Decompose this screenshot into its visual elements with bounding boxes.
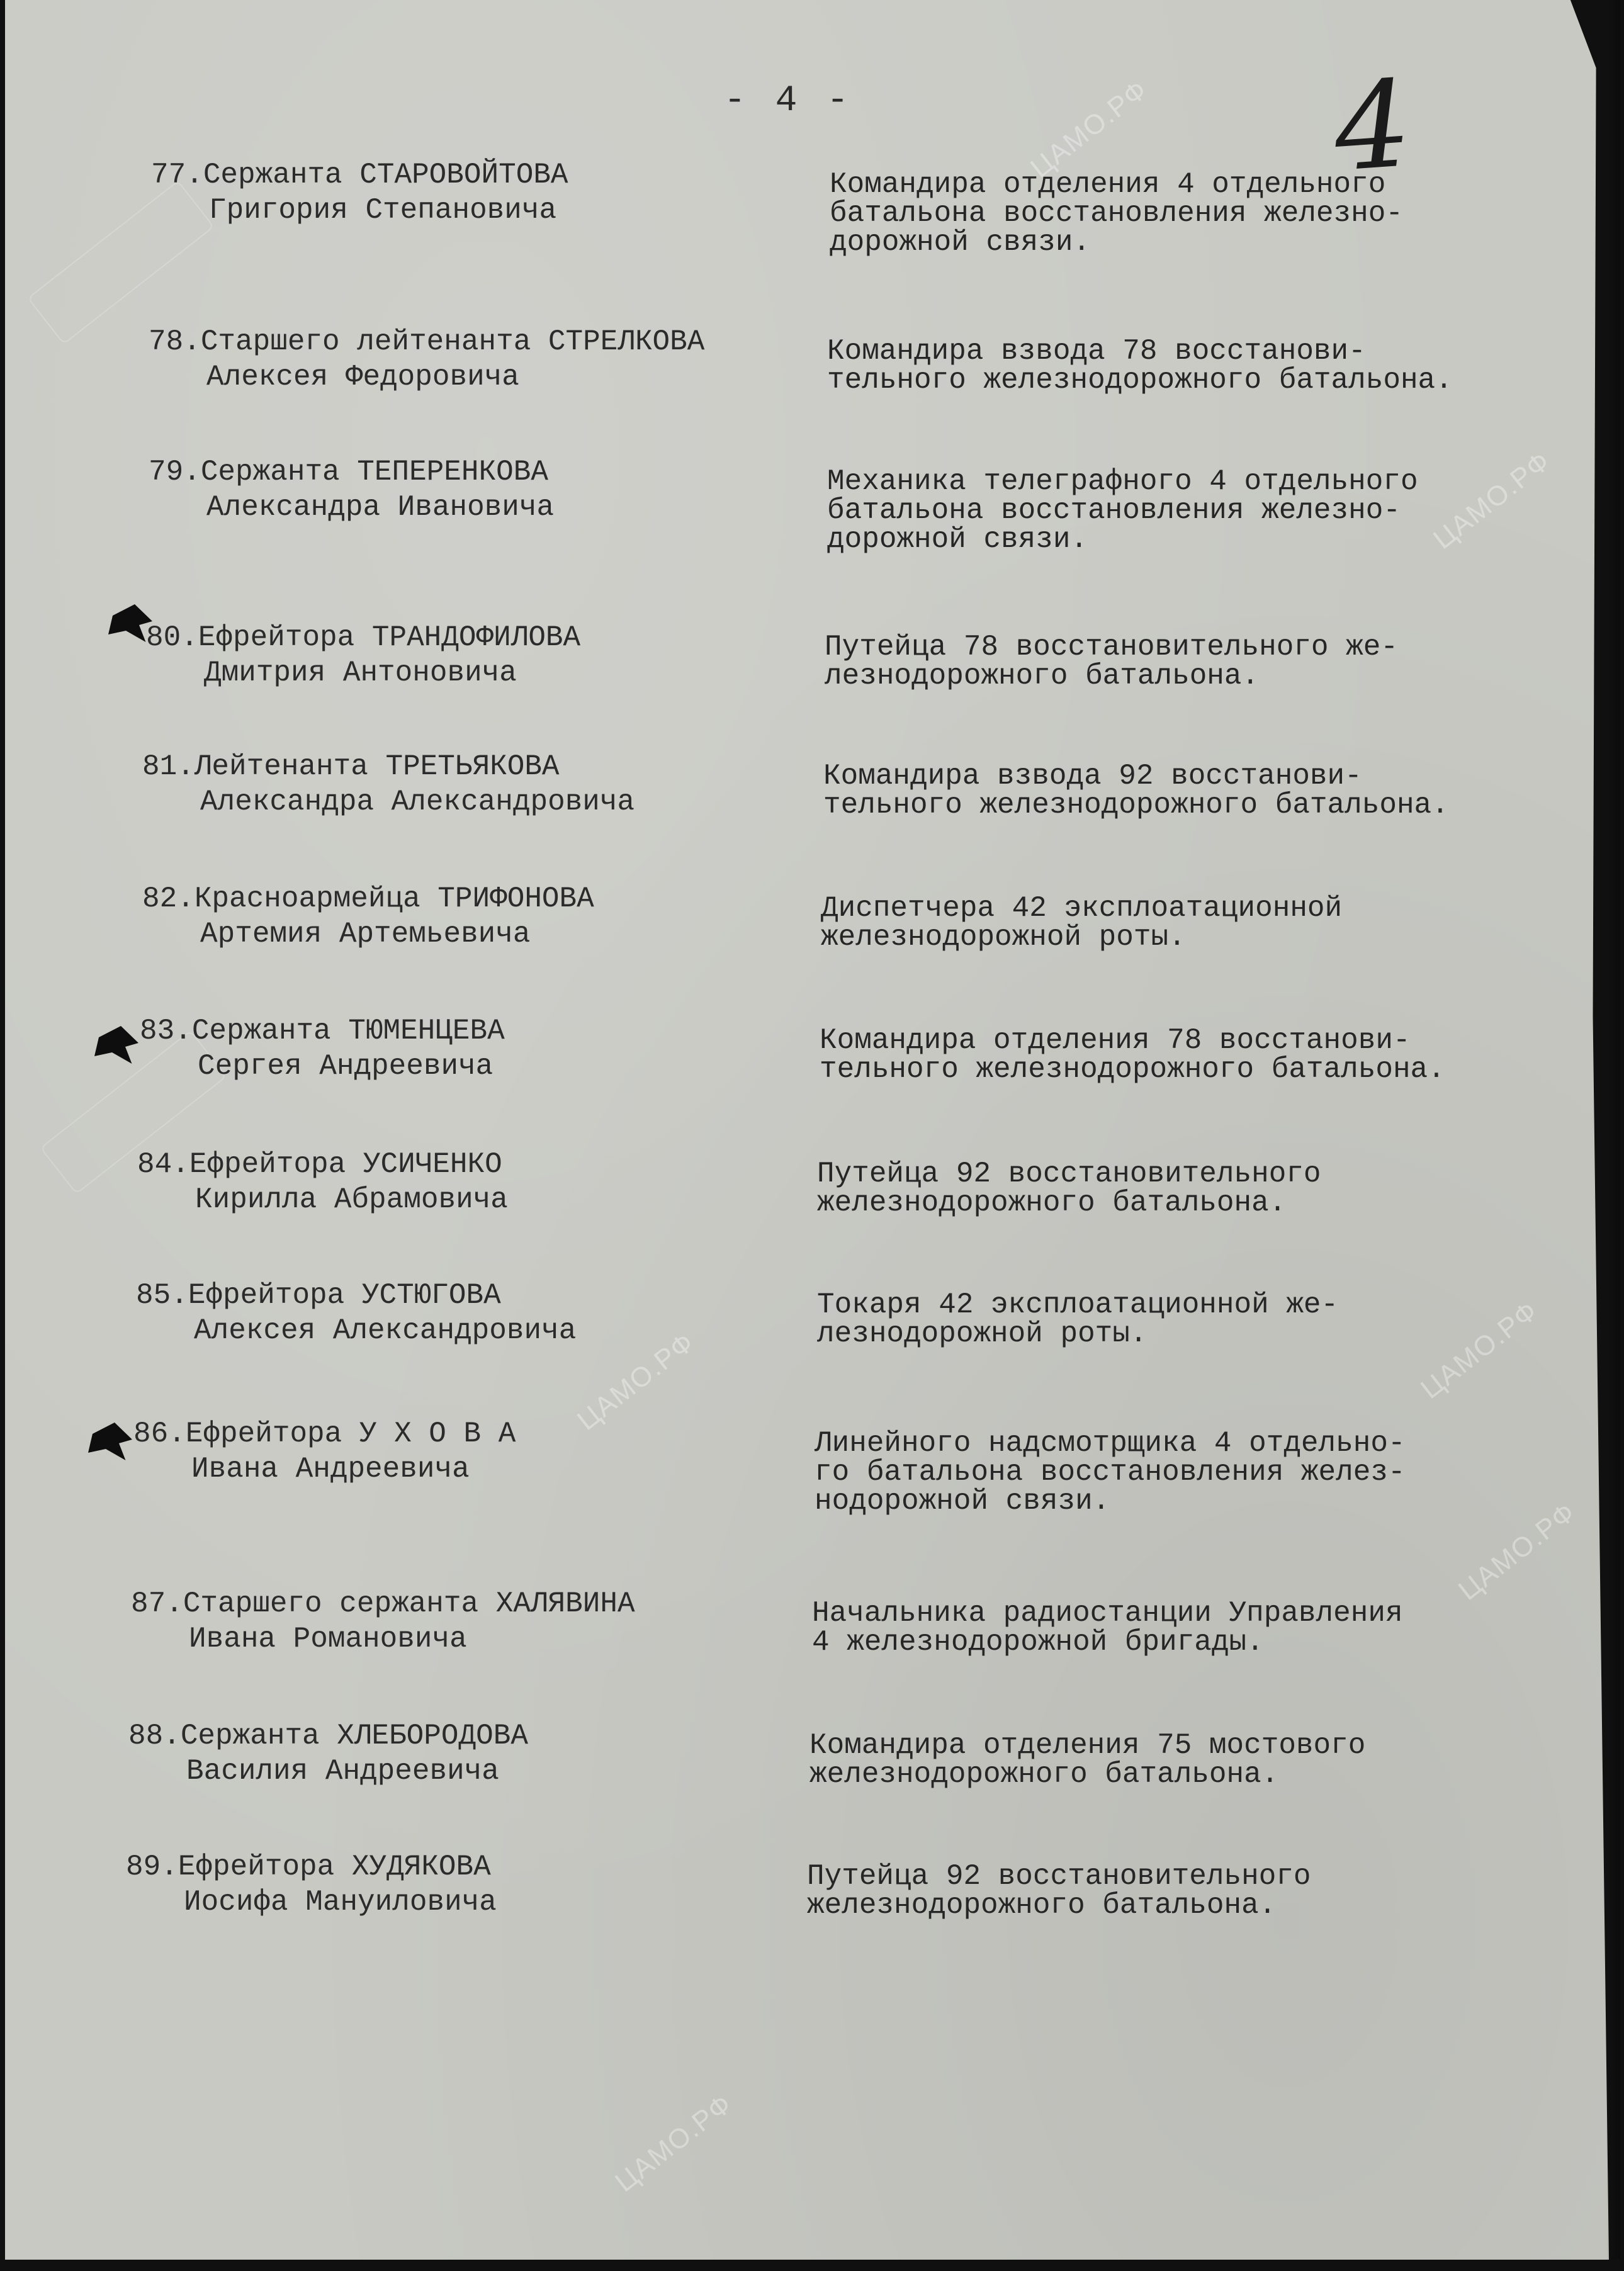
position-line: Механика телеграфного 4 отдельного [827,465,1418,498]
entry-number: 80. [146,621,198,654]
watermark-text: ЦАМО.РФ [609,2088,738,2199]
award-entry [0,1013,1604,1152]
position-line: Путейца 92 восстановительного [817,1158,1321,1190]
entry-number: 81. [142,750,195,783]
position-description [827,467,1582,554]
position-line: железнодорожного батальона. [809,1758,1279,1791]
position-description [821,894,1576,952]
award-entry [0,620,1604,758]
position-line: Командира отделения 78 восстанови- [820,1024,1411,1057]
given-names: Артемия Артемьевича [200,918,531,950]
position-description [817,1159,1572,1217]
person-name [136,1278,797,1348]
award-entry [0,324,1604,463]
position-line: Начальника радиостанции Управления [812,1597,1403,1630]
rank-surname: Ефрейтора У Х О В А [185,1417,516,1450]
watermark-text: ЦАМО.РФ [1025,74,1154,184]
person-name [142,881,803,952]
position-description [815,1429,1570,1516]
award-entry [0,1147,1604,1285]
given-names: Григория Степановича [209,194,557,227]
position-description [807,1862,1562,1920]
position-line: Линейного надсмотрщика 4 отдельно- [815,1427,1406,1460]
position-line: батальона восстановления железно- [827,494,1401,527]
position-line: батальона восстановления железно- [830,197,1403,230]
position-line: лезнодорожного батальона. [825,660,1260,692]
given-names: Дмитрия Антоновича [204,657,517,689]
position-line: лезнодорожной роты. [817,1317,1148,1350]
entry-number: 77. [151,159,203,191]
given-names: Кирилла Абрамовича [195,1183,508,1216]
position-line: Путейца 92 восстановительного [807,1860,1311,1893]
entry-number: 78. [149,325,201,358]
entry-number: 85. [136,1279,188,1312]
entry-number: 82. [142,882,195,915]
position-line: 4 железнодорожной бригады. [812,1626,1264,1659]
person-name [149,324,809,395]
given-names: Ивана Андреевича [191,1453,470,1485]
position-line: Путейца 78 восстановительного же- [825,631,1398,663]
rank-surname: Сержанта ТЮМЕНЦЕВА [191,1015,505,1047]
rank-surname: Красноармейца ТРИФОНОВА [194,882,594,915]
position-line: Командира взвода 78 восстанови- [827,335,1366,368]
position-line: дорожной связи. [830,226,1091,259]
award-entry [0,157,1604,296]
given-names: Иосифа Мануиловича [184,1886,497,1919]
award-entry [0,1718,1604,1857]
entry-number: 86. [133,1417,186,1450]
entry-number: 88. [128,1720,181,1752]
position-line: железнодорожного батальона. [807,1889,1277,1922]
award-entry [0,1849,1604,1988]
position-line: железнодорожной роты. [821,921,1186,954]
given-names: Алексея Александровича [194,1314,577,1347]
handwritten-page-number: 4 [1329,54,1416,198]
person-name [137,1147,798,1217]
award-entry [0,1586,1604,1725]
entry-number: 87. [131,1587,183,1620]
rank-surname: Ефрейтора УСИЧЕНКО [189,1148,502,1181]
watermark-text: ЦАМО.РФ [1415,1295,1544,1406]
person-name [140,1013,801,1084]
rank-surname: Ефрейтора ХУДЯКОВА [178,1851,491,1883]
rank-surname: Сержанта ТЕПЕРЕНКОВА [200,456,548,488]
given-names: Ивана Романовича [189,1623,467,1655]
person-name [146,620,807,690]
position-description [820,1026,1575,1084]
award-entry [0,1278,1604,1416]
position-line: Диспетчера 42 эксплоатационной [821,892,1343,925]
position-line: дорожной связи. [827,523,1088,556]
award-entry [0,1416,1604,1555]
entry-number: 84. [137,1148,189,1181]
person-name [142,749,803,820]
given-names: Алексея Федоровича [206,361,519,393]
rank-surname: Сержанта СТАРОВОЙТОВА [203,159,568,191]
position-line: нодорожной связи. [815,1485,1110,1518]
position-line: Командира взвода 92 восстанови- [823,760,1362,792]
given-names: Василия Андреевича [186,1755,499,1788]
position-description [823,762,1579,820]
given-names: Александра Ивановича [206,491,555,524]
page-number: - 4 - [724,81,853,121]
person-name [151,157,812,228]
position-description [827,337,1582,395]
entry-number: 89. [126,1851,178,1883]
position-description [825,633,1580,690]
position-description [830,170,1585,257]
page-edge-shadow [1606,0,1620,2260]
award-entry [0,881,1604,1020]
position-description [817,1290,1572,1348]
person-name [149,454,809,525]
rank-surname: Ефрейтора УСТЮГОВА [188,1279,501,1312]
position-line: тельного железнодорожного батальона. [823,789,1449,821]
watermark-text: ЦАМО.РФ [572,1326,701,1437]
watermark-text: ЦАМО.РФ [1453,1496,1582,1607]
rank-surname: Старшего сержанта ХАЛЯВИНА [183,1587,635,1620]
given-names: Александра Александровича [200,786,635,818]
position-description [812,1599,1567,1657]
person-name [126,1849,787,1920]
person-name [128,1718,789,1789]
rank-surname: Лейтенанта ТРЕТЬЯКОВА [194,750,560,783]
position-line: Командира отделения 4 отдельного [830,168,1386,201]
position-line: тельного железнодорожного батальона. [827,364,1453,397]
position-line: тельного железнодорожного батальона. [820,1053,1445,1086]
rank-surname: Старшего лейтенанта СТРЕЛКОВА [200,325,705,358]
award-entry [0,749,1604,888]
position-line: го батальона восстановления желез- [815,1456,1406,1489]
given-names: Сергея Андреевича [198,1050,493,1083]
person-name [133,1416,794,1487]
award-entry [0,454,1604,593]
entry-number: 83. [140,1015,192,1047]
person-name [131,1586,792,1657]
rank-surname: Сержанта ХЛЕБОРОДОВА [180,1720,528,1752]
position-line: железнодорожного батальона. [817,1186,1287,1219]
entry-number: 79. [149,456,201,488]
position-description [809,1731,1565,1789]
rank-surname: Ефрейтора ТРАНДОФИЛОВА [198,621,581,654]
position-line: Командира отделения 75 мостового [809,1729,1366,1762]
watermark-text: ЦАМО.РФ [1428,445,1557,556]
position-line: Токаря 42 эксплоатационной же- [817,1288,1339,1321]
